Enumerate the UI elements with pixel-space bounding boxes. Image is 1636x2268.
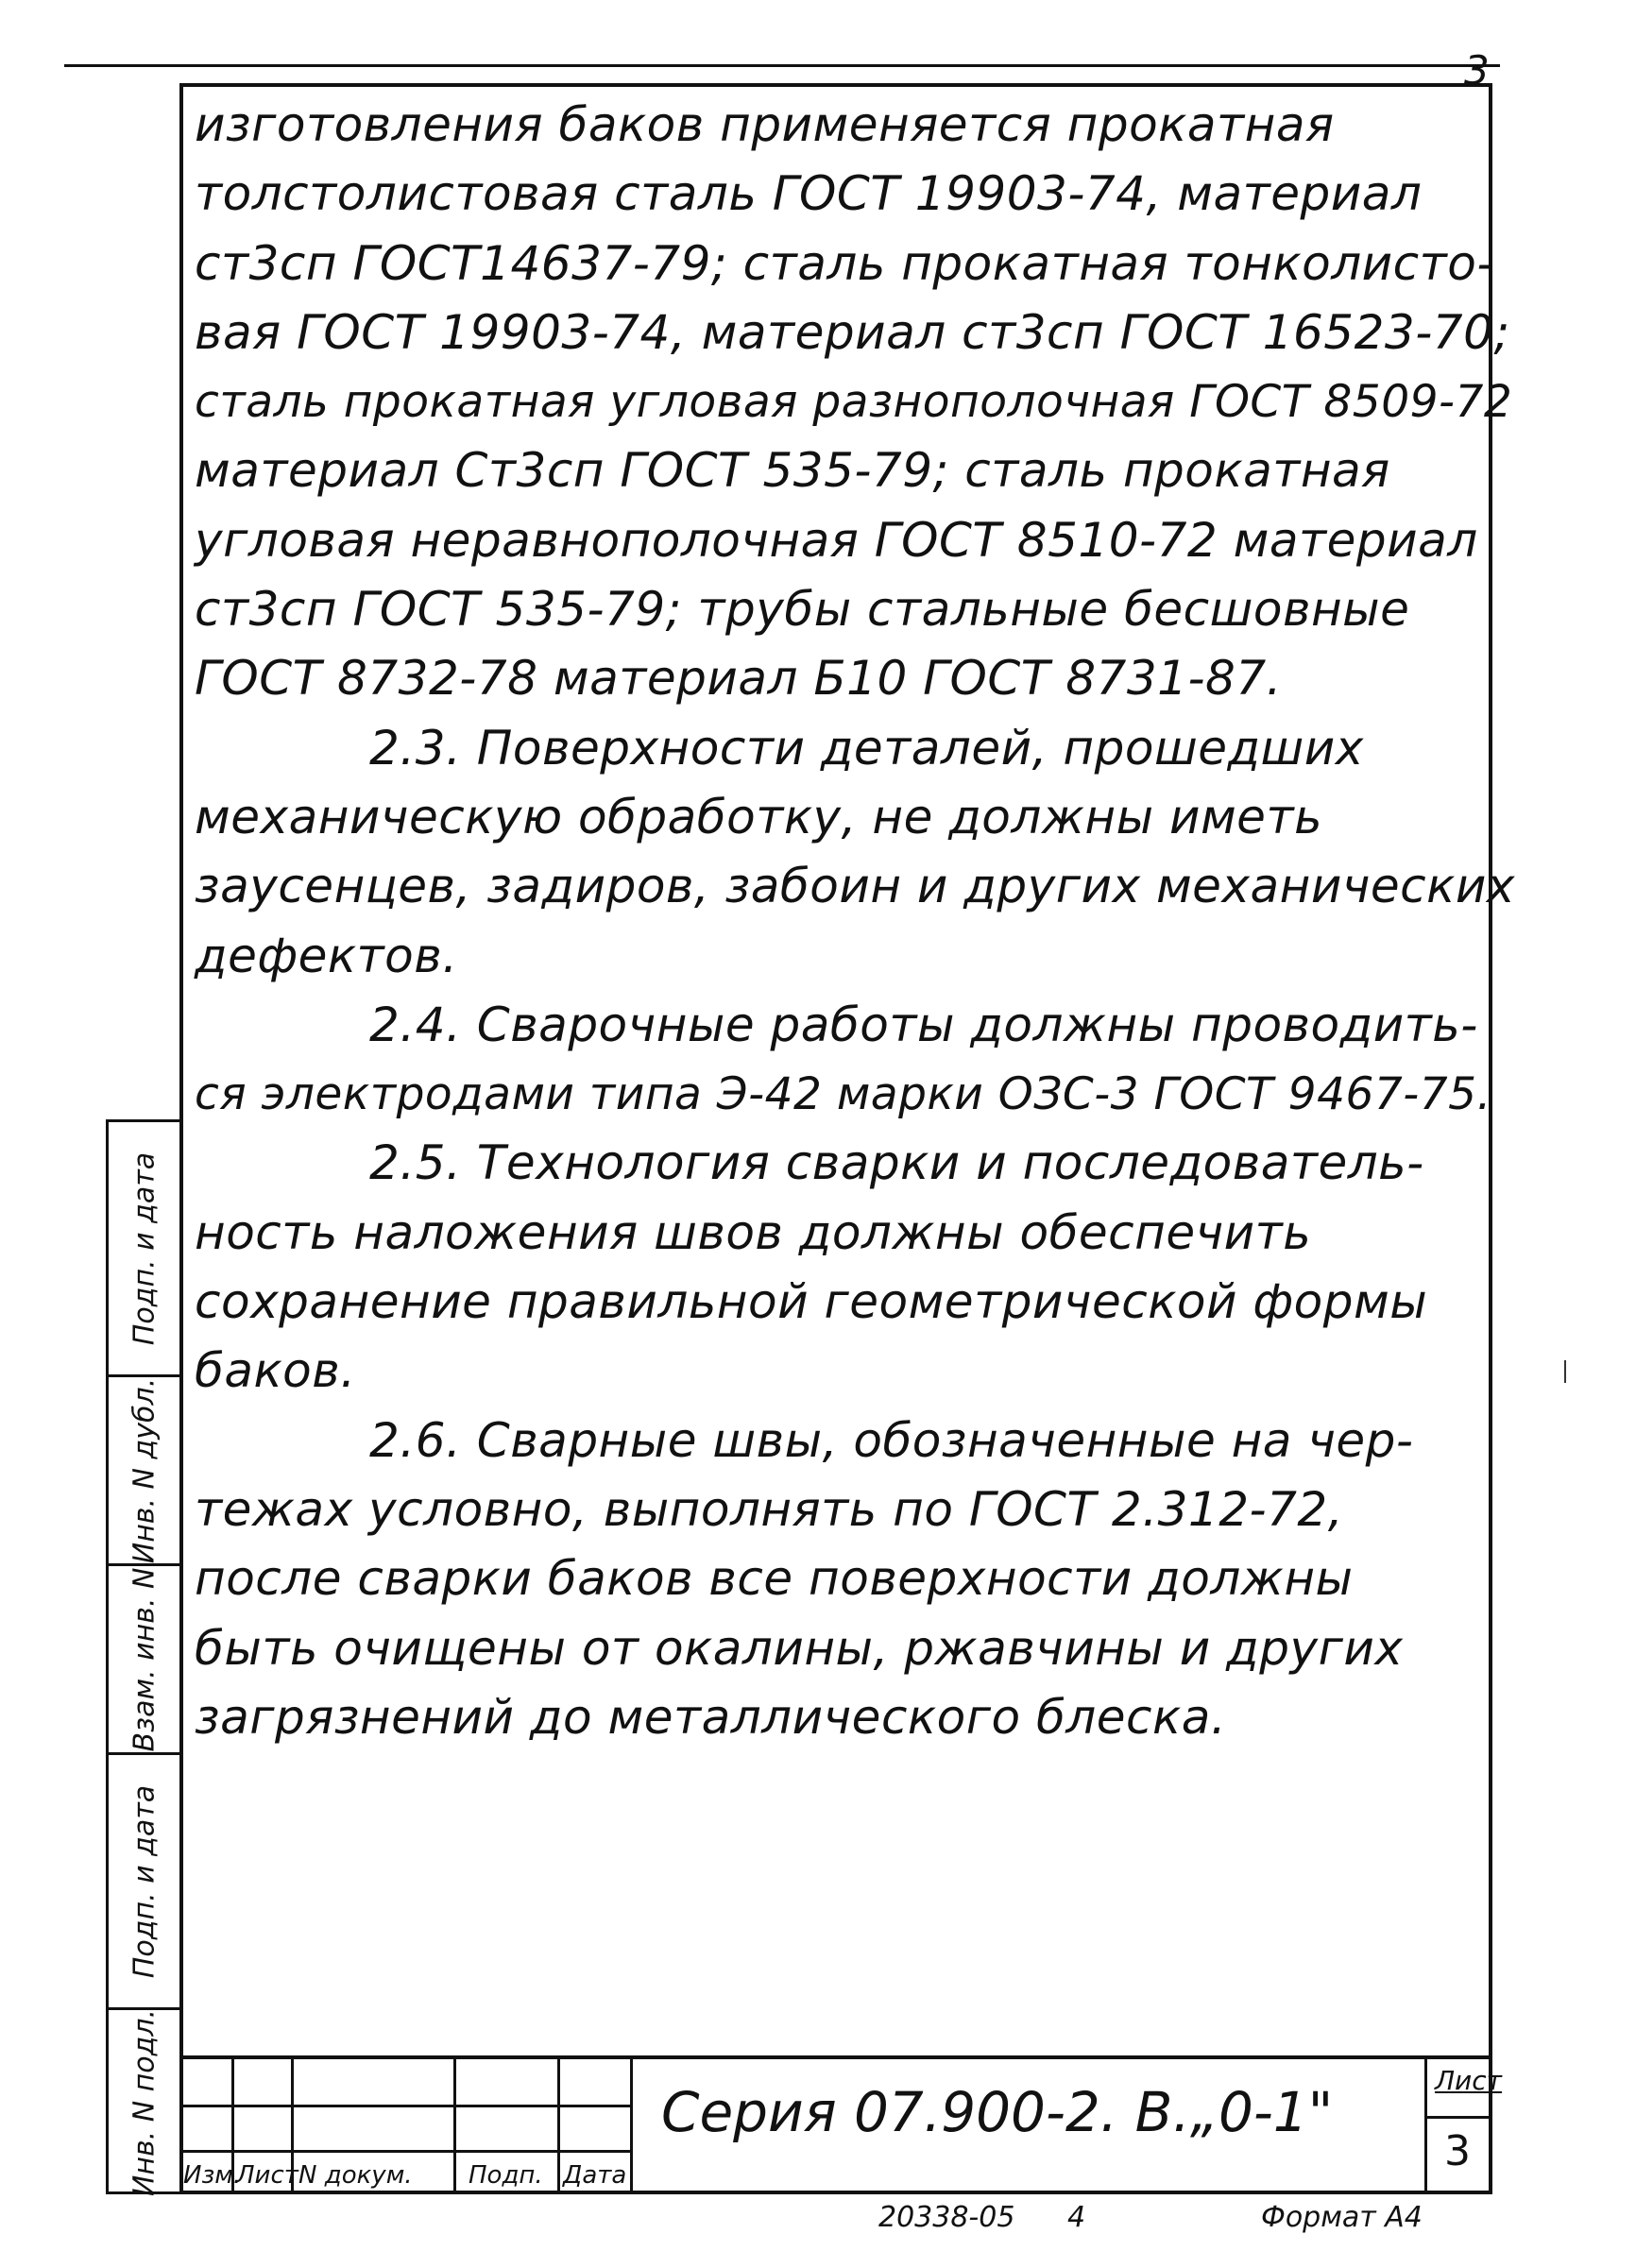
- series-designation: Серия 07.900-2. В.„0-1": [661, 2080, 1334, 2144]
- col-label-doc-number: N докум.: [298, 2161, 413, 2190]
- sheet-number: 3: [1444, 2127, 1471, 2175]
- col-label-sheet: Лист: [236, 2161, 298, 2190]
- text-line: тежах условно, выполнять по ГОСТ 2.312-72,: [195, 1481, 1344, 1537]
- text-line: баков.: [195, 1343, 356, 1399]
- title-block-row-line: [179, 2105, 633, 2107]
- margin-cell-sign-date: Подп. и дата: [109, 1122, 179, 1377]
- text-line: после сварки баков все поверхности должны: [195, 1551, 1354, 1607]
- col-label-signature: Подп.: [469, 2161, 543, 2190]
- sheet-label: Лист: [1435, 2065, 1502, 2096]
- text-line: ст3сп ГОСТ 535-79; трубы стальные бесшовные: [195, 582, 1410, 638]
- text-line: заусенцев, задиров, забоин и других механических: [195, 859, 1515, 914]
- margin-cell-sign-date-2: Подп. и дата: [109, 1755, 179, 2010]
- text-line: ст3сп ГОСТ14637-79; сталь прокатная тонколисто-: [195, 235, 1494, 291]
- text-line: угловая неравнополочная ГОСТ 8510-72 материал: [195, 512, 1478, 568]
- sheet-box-divider: [1427, 2116, 1492, 2119]
- text-line: ся электродами типа Э-42 марки ОЗС-3 ГОСТ 9467-75.: [195, 1068, 1491, 1121]
- footer-copy: 4: [1067, 2201, 1086, 2234]
- sheet-number-box: [1424, 2059, 1502, 2194]
- title-block: [179, 2055, 1502, 2194]
- paragraph-2-4-start: 2.4. Сварочные работы должны проводить-: [369, 997, 1478, 1052]
- col-label-date: Дата: [563, 2161, 627, 2190]
- document-body: [195, 91, 1515, 1752]
- margin-cell-orig-inv: Инв. N подл.: [128, 2008, 161, 2196]
- text-line: вая ГОСТ 19903-74, материал ст3сп ГОСТ 16523-70;: [195, 304, 1510, 360]
- margin-cell-dup-inv: Инв. N дубл.: [109, 1377, 179, 1566]
- col-label-change: Изм.: [183, 2161, 242, 2190]
- margin-tick: [1564, 1360, 1566, 1383]
- title-block-col-line: [557, 2059, 560, 2194]
- text-line: изготовления баков применяется прокатная: [195, 97, 1335, 152]
- text-line: механическую обработку, не должны иметь: [195, 789, 1323, 844]
- text-line: толстолистовая сталь ГОСТ 19903-74, материал: [195, 166, 1423, 222]
- text-line: ГОСТ 8732-78 материал Б10 ГОСТ 8731-87.: [195, 651, 1283, 707]
- sheet-corner-number: 3: [1464, 47, 1490, 94]
- title-block-col-line: [630, 2059, 633, 2194]
- text-line: ность наложения швов должны обеспечить: [195, 1204, 1312, 1260]
- margin-stamp-column: [106, 1119, 179, 2194]
- paragraph-2-3-start: 2.3. Поверхности деталей, прошедших: [369, 720, 1364, 776]
- margin-cell-replace-inv: Взам. инв. N: [109, 1566, 179, 1755]
- title-block-col-line: [453, 2059, 456, 2194]
- text-line: быть очищены от окалины, ржавчины и других: [195, 1620, 1404, 1676]
- paragraph-2-5-start: 2.5. Технология сварки и последователь-: [369, 1135, 1424, 1191]
- footer-doc-code: 20338-05: [878, 2201, 1015, 2234]
- paragraph-2-6-start: 2.6. Сварные швы, обозначенные на чер-: [369, 1412, 1414, 1468]
- text-line: сохранение правильной геометрической формы: [195, 1274, 1428, 1330]
- title-block-row-line: [179, 2150, 633, 2153]
- text-line: сталь прокатная угловая разнополочная ГОСТ 8509-72: [195, 376, 1513, 429]
- footer-format: Формат А4: [1261, 2201, 1423, 2234]
- text-line: материал Ст3сп ГОСТ 535-79; сталь прокатная: [195, 443, 1390, 499]
- text-line: загрязнений до металлического блеска.: [195, 1689, 1227, 1745]
- top-rule: [64, 64, 1500, 67]
- text-line: дефектов.: [195, 928, 458, 983]
